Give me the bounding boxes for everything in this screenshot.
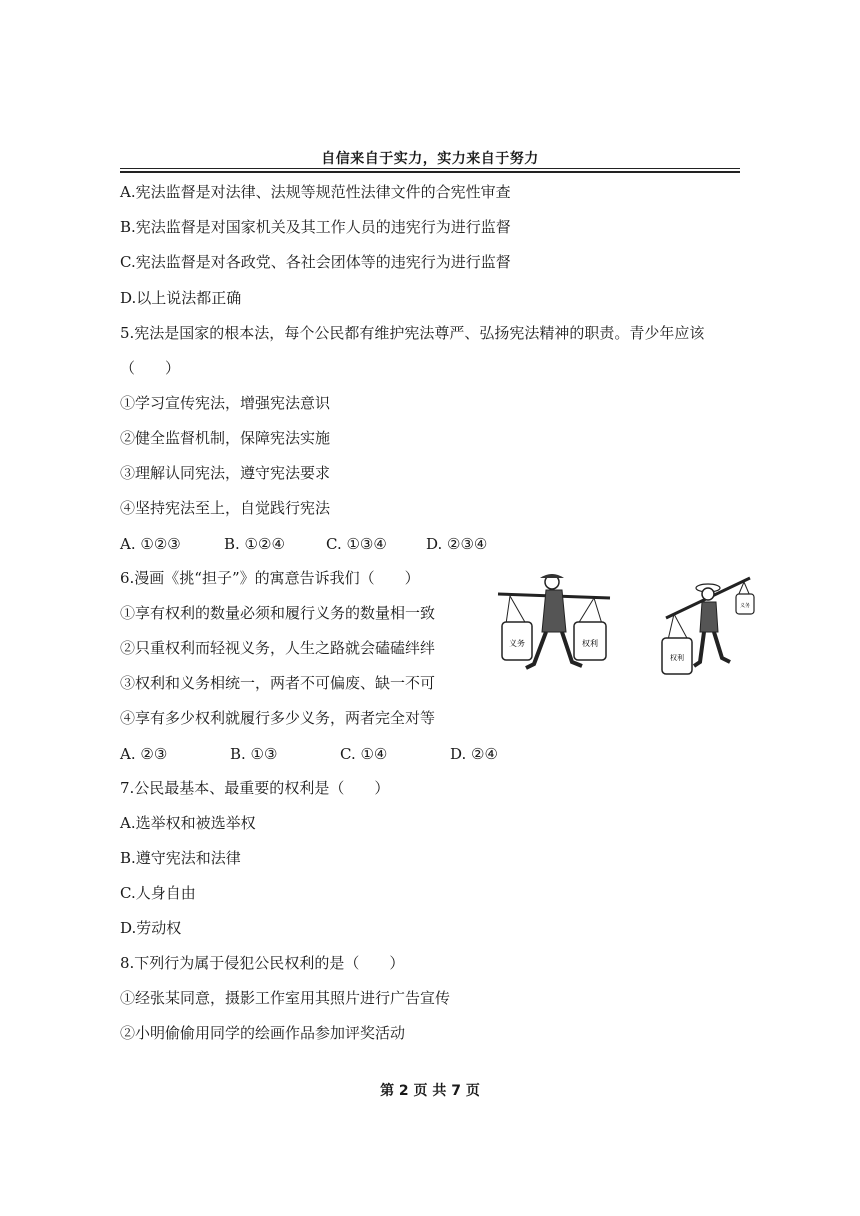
q4-option-d: D.以上说法都正确 <box>120 289 242 307</box>
q7-option-d: D.劳动权 <box>120 919 182 937</box>
q5-choice-d: D. ②③④ <box>426 535 488 553</box>
q5-choice-c: C. ①③④ <box>326 535 387 553</box>
q5-item-2: ②健全监督机制，保障宪法实施 <box>120 429 331 447</box>
q7-stem: 7.公民最基本、最重要的权利是（ ） <box>120 779 390 797</box>
q6-item-3: ③权利和义务相统一，两者不可偏废、缺一不可 <box>120 674 436 692</box>
q5-choice-a: A. ①②③ <box>120 535 181 553</box>
q5-item-4: ④坚持宪法至上，自觉践行宪法 <box>120 499 331 517</box>
q8-item-2: ②小明偷偷用同学的绘画作品参加评奖活动 <box>120 1024 406 1042</box>
q6-choice-d: D. ②④ <box>450 745 498 763</box>
header-title: 自信来自于实力，实力来自于努力 <box>321 151 539 167</box>
q6-choice-a: A. ②③ <box>120 745 168 763</box>
q4-option-b: B.宪法监督是对国家机关及其工作人员的违宪行为进行监督 <box>120 218 511 236</box>
header-rule-thick <box>120 171 740 173</box>
page-footer: 第 2 页 共 7 页 <box>380 1083 480 1099</box>
q7-option-c: C.人身自由 <box>120 884 196 902</box>
q6-item-1: ①享有权利的数量必须和履行义务的数量相一致 <box>120 604 436 622</box>
q6-choice-b: B. ①③ <box>230 745 278 763</box>
q5-choice-b: B. ①②④ <box>224 535 285 553</box>
q8-item-1: ①经张某同意，摄影工作室用其照片进行广告宣传 <box>120 989 451 1007</box>
cartoon2-bucket-left-label: 权利 <box>670 654 684 662</box>
q6-choice-c: C. ①④ <box>340 745 388 763</box>
q4-option-a: A.宪法监督是对法律、法规等规范性法律文件的合宪性审查 <box>120 183 511 201</box>
q5-blank: （ ） <box>120 359 181 377</box>
q6-item-4: ④享有多少权利就履行多少义务，两者完全对等 <box>120 709 436 727</box>
q5-item-3: ③理解认同宪法，遵守宪法要求 <box>120 464 331 482</box>
cartoon1-bucket-right-label: 权利 <box>582 639 598 648</box>
cartoon-balanced-load <box>490 572 620 682</box>
header-rule-thin <box>120 168 740 169</box>
q6-item-2: ②只重权利而轻视义务，人生之路就会磕磕绊绊 <box>120 639 436 657</box>
cartoon1-bucket-left-label: 义务 <box>509 639 525 648</box>
q4-option-c: C.宪法监督是对各政党、各社会团体等的违宪行为进行监督 <box>120 253 511 271</box>
q8-stem: 8.下列行为属于侵犯公民权利的是（ ） <box>120 954 405 972</box>
cartoon-unbalanced-load <box>650 570 760 682</box>
q5-stem: 5.宪法是国家的根本法，每个公民都有维护宪法尊严、弘扬宪法精神的职责。青少年应该 <box>120 324 705 342</box>
q7-option-a: A.选举权和被选举权 <box>120 814 256 832</box>
q6-stem: 6.漫画《挑“担子”》的寓意告诉我们（ ） <box>120 569 420 587</box>
cartoon2-bucket-right-label: 义务 <box>739 603 751 609</box>
q7-option-b: B.遵守宪法和法律 <box>120 849 241 867</box>
q5-item-1: ①学习宣传宪法，增强宪法意识 <box>120 394 331 412</box>
